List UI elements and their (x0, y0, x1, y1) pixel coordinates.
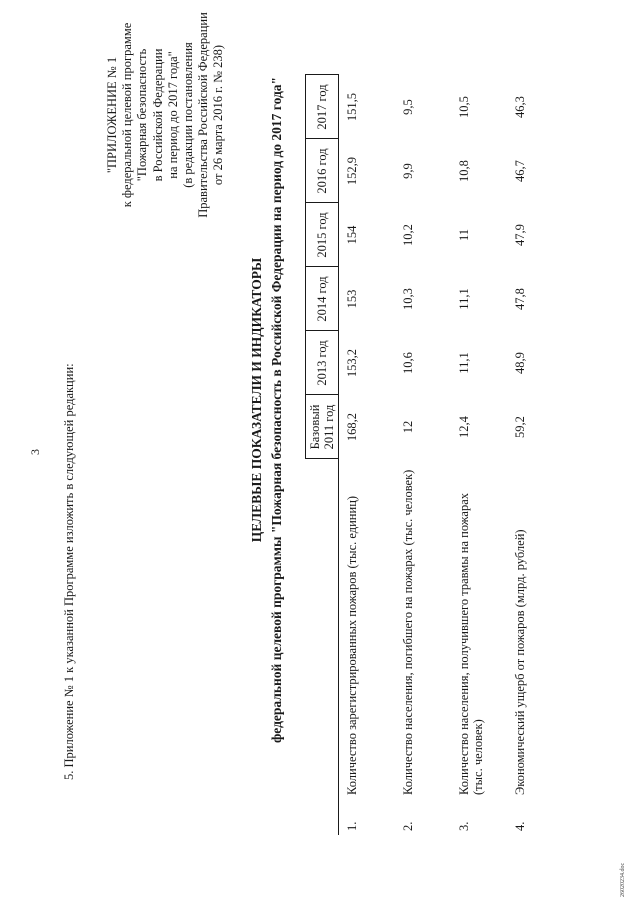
document-id: 26020234.doc (620, 862, 626, 897)
header-blank-num (306, 799, 339, 835)
header-base-line1: Базовый (308, 404, 322, 450)
header-base-line2: 2011 год (322, 404, 336, 450)
indicators-table (305, 75, 563, 836)
row-number: 1. (345, 821, 359, 831)
table-row (507, 75, 563, 835)
value-2016: 152,9 (345, 156, 359, 186)
value-2014: 11,1 (456, 288, 471, 310)
indicator-name: Количество населения, получившего травмы на пожарах (тыс. человек) (456, 493, 485, 795)
value-2014: 47,8 (512, 288, 527, 310)
table-row (451, 75, 507, 835)
row-number: 4. (512, 821, 527, 831)
value-base: 12,4 (456, 416, 471, 438)
value-2017: 151,5 (345, 92, 359, 122)
value-2013: 153,2 (345, 348, 359, 378)
document-title: ЦЕЛЕВЫЕ ПОКАЗАТЕЛИ И ИНДИКАТОРЫ (249, 257, 264, 543)
value-2014: 153 (345, 289, 359, 309)
value-2015: 154 (345, 225, 359, 245)
value-2013: 48,9 (512, 352, 527, 374)
value-2013: 10,6 (400, 352, 415, 374)
table-header-row (306, 75, 339, 835)
table-row (339, 75, 395, 835)
intro-paragraph: 5. Приложение № 1 к указанной Программе изложить в следующей редакции: (62, 363, 76, 780)
value-base: 168,2 (345, 412, 359, 442)
value-2014: 10,3 (400, 288, 415, 310)
value-2017: 46,3 (512, 96, 527, 118)
header-2014: 2014 год (306, 267, 339, 331)
header-2015: 2015 год (306, 203, 339, 267)
indicator-name: Количество зарегистрированных пожаров (тыс. единиц) (345, 495, 359, 795)
header-blank-name (306, 459, 339, 799)
appendix-line: в Российской Федерации (150, 48, 165, 182)
indicator-name: Количество населения, погибшего на пожарах (тыс. человек) (400, 469, 415, 795)
appendix-header (105, 0, 227, 250)
table-row (395, 75, 451, 835)
header-2016: 2016 год (306, 139, 339, 203)
header-base-year (306, 395, 339, 459)
value-2017: 10,5 (456, 96, 471, 118)
value-2015: 47,9 (512, 224, 527, 246)
page-number: 3 (28, 449, 42, 455)
value-2015: 11 (456, 228, 471, 242)
value-base: 12 (400, 420, 415, 434)
value-2016: 10,8 (456, 160, 471, 182)
row-number: 3. (456, 821, 471, 831)
appendix-line: Правительства Российской Федерации (196, 12, 211, 218)
value-2016: 9,9 (400, 163, 415, 179)
value-2013: 11,1 (456, 352, 471, 374)
value-2017: 9,5 (400, 99, 415, 115)
indicator-name: Экономический ущерб от пожаров (млрд. рублей) (512, 529, 527, 795)
value-2015: 10,2 (400, 224, 415, 246)
appendix-line: (в редакции постановления (181, 42, 196, 188)
appendix-line: "ПРИЛОЖЕНИЕ № 1 (105, 56, 119, 174)
appendix-line: "Пожарная безопасность (135, 48, 150, 182)
document-subtitle: федеральной целевой программы "Пожарная безопасность в Российской Федерации на период до 2017 года" (269, 76, 284, 744)
header-2013: 2013 год (306, 331, 339, 395)
appendix-line: на период до 2017 года" (165, 51, 180, 179)
appendix-line: от 26 марта 2016 г. № 238) (211, 44, 226, 186)
header-2017: 2017 год (306, 75, 339, 139)
row-number: 2. (400, 821, 415, 831)
appendix-line: к федеральной целевой программе (120, 22, 135, 208)
value-base: 59,2 (512, 416, 527, 438)
value-2016: 46,7 (512, 160, 527, 182)
